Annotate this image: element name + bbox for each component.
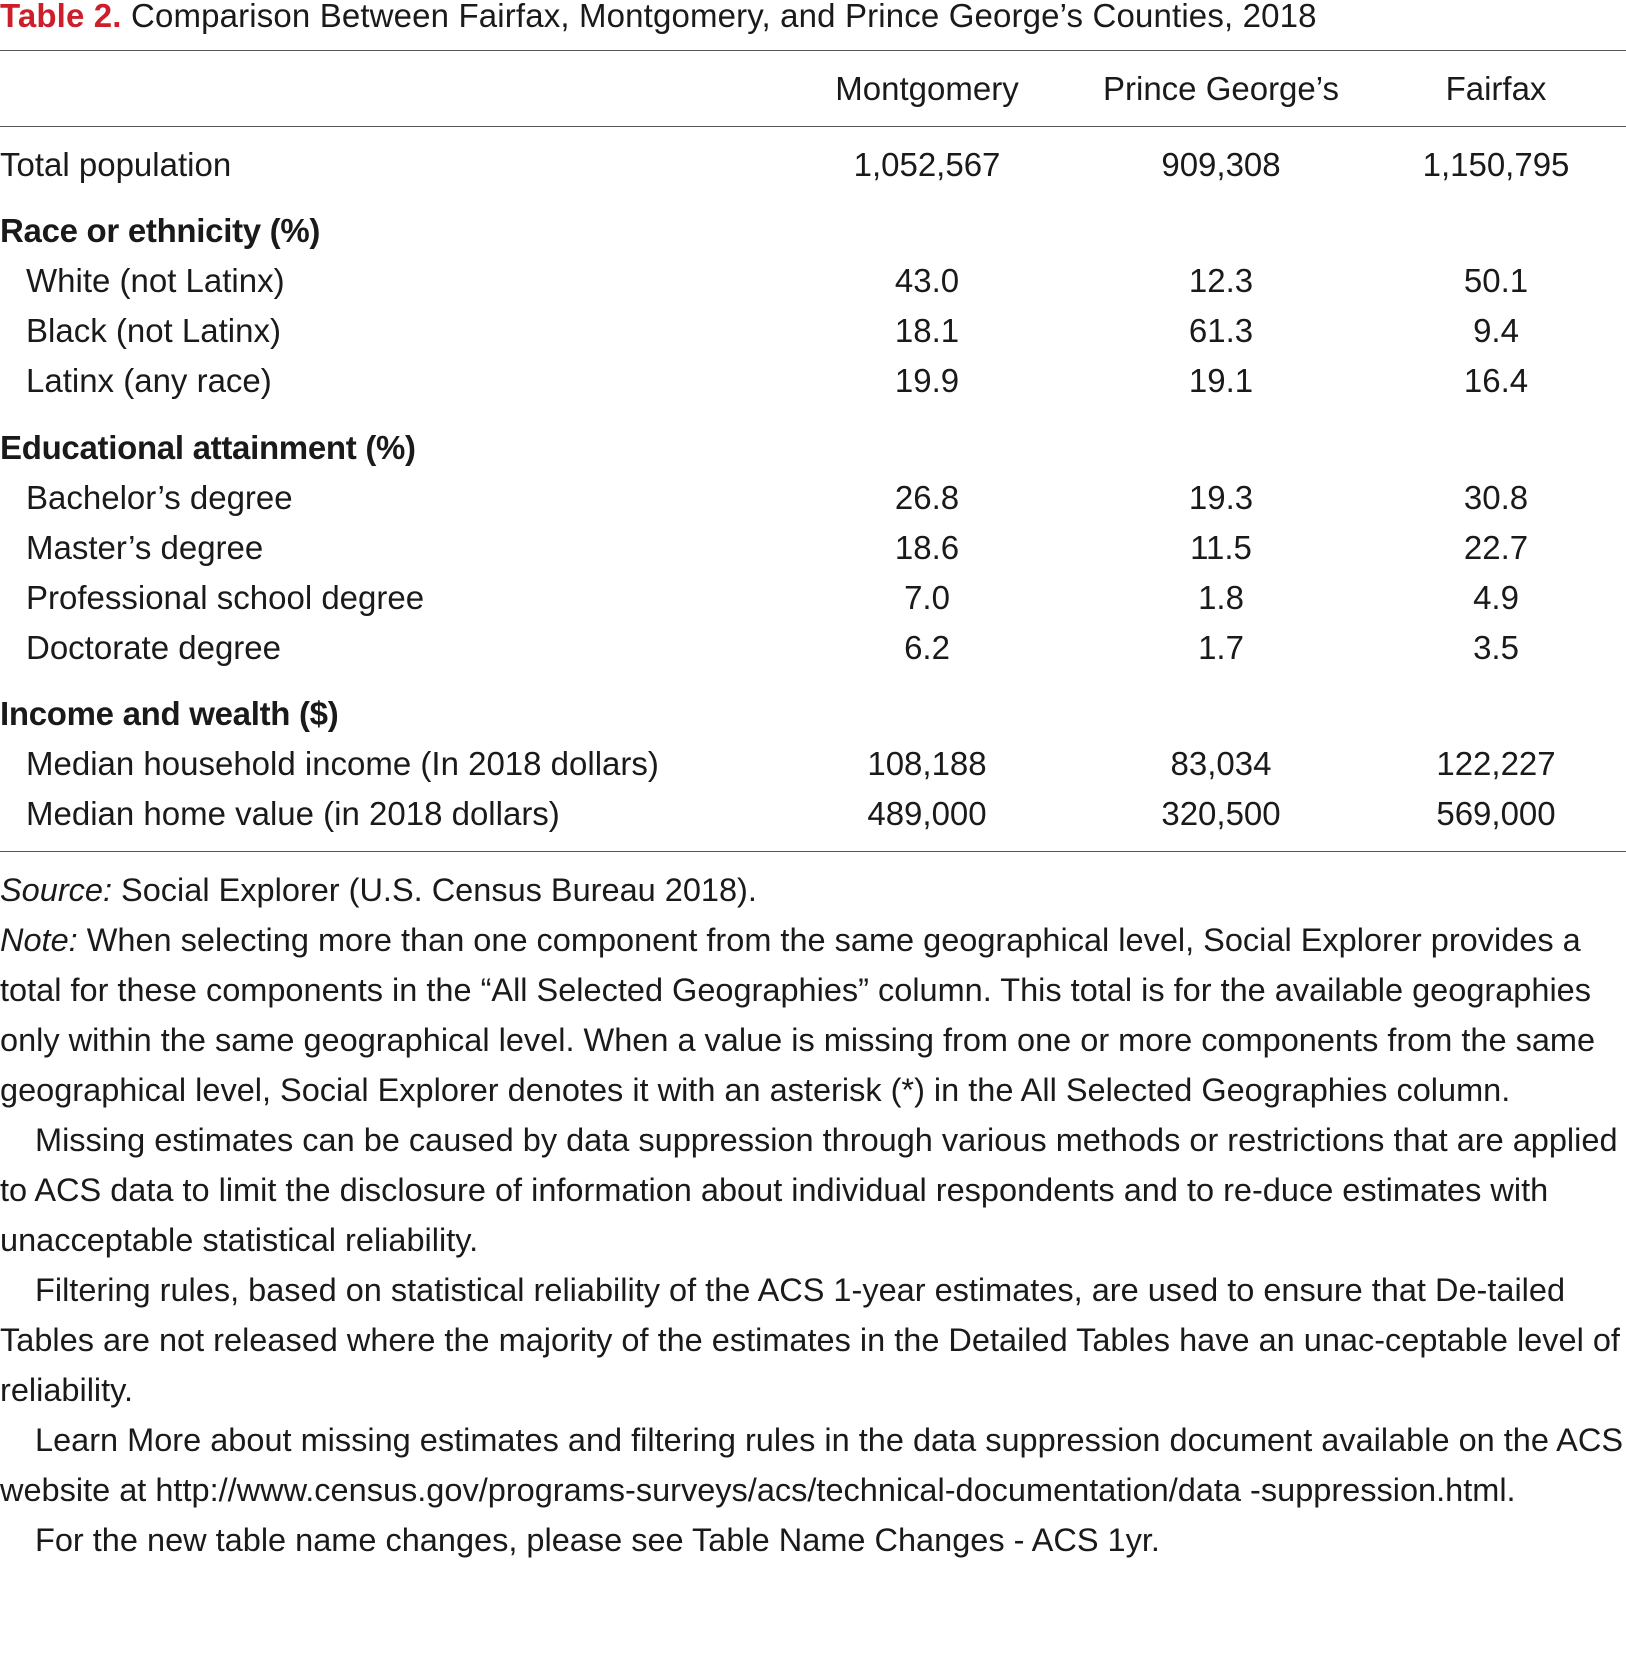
cell-fairfax: 569,000 — [1436, 795, 1556, 832]
table-row — [0, 473, 1626, 523]
section-heading-income — [0, 689, 1626, 739]
cell-prince-georges: 11.5 — [1190, 529, 1252, 566]
learn-more-paragraph: Learn More about missing estimates and filtering rules in the data suppression document available on the ACS website at http://www.census.gov/programs-surveys/acs/technical-documentation/data -suppression.html. — [0, 1422, 1623, 1508]
filtering-rules-paragraph: Filtering rules, based on statistical reliability of the ACS 1-year estimates, are used to ensure that De-tailed Tables are not released where the majority of the estimates in the Detailed Tables have an unac-ceptable level of reliability. — [0, 1272, 1620, 1408]
cell-montgomery: 108,188 — [867, 745, 987, 782]
row-label: Professional school degree — [26, 579, 425, 616]
section-heading: Educational attainment (%) — [0, 429, 416, 466]
cell-fairfax: 122,227 — [1436, 745, 1556, 782]
note-paragraph — [0, 915, 1626, 1115]
cell-montgomery: 18.6 — [894, 529, 960, 566]
column-header-prince-georges: Prince George’s — [1102, 70, 1339, 107]
table-caption: Comparison Between Fairfax, Montgomery, and Prince George’s Counties, 2018 — [130, 0, 1317, 34]
table-row — [0, 739, 1626, 789]
table-row — [0, 789, 1626, 839]
table-notes — [0, 865, 1626, 1565]
row-label: Latinx (any race) — [26, 362, 272, 399]
row-label: Total population — [0, 146, 232, 183]
cell-prince-georges: 1.8 — [1198, 579, 1244, 616]
cell-prince-georges: 19.1 — [1188, 362, 1254, 399]
row-label: Master’s degree — [26, 529, 264, 566]
cell-fairfax: 16.4 — [1463, 362, 1529, 399]
cell-montgomery: 6.2 — [904, 629, 950, 666]
section-heading-education — [0, 423, 1626, 473]
row-label: Bachelor’s degree — [26, 479, 293, 516]
cell-montgomery: 1,052,567 — [853, 146, 1001, 183]
cell-fairfax: 22.7 — [1463, 529, 1529, 566]
cell-prince-georges: 320,500 — [1161, 795, 1281, 832]
source-text: Social Explorer (U.S. Census Bureau 2018). — [112, 872, 757, 908]
cell-fairfax: 3.5 — [1473, 629, 1519, 666]
cell-fairfax: 4.9 — [1473, 579, 1519, 616]
cell-montgomery: 43.0 — [894, 262, 960, 299]
cell-prince-georges: 909,308 — [1161, 146, 1281, 183]
cell-prince-georges: 12.3 — [1188, 262, 1254, 299]
cell-fairfax: 30.8 — [1463, 479, 1529, 516]
top-rule — [0, 50, 1626, 51]
missing-estimates-paragraph: Missing estimates can be caused by data suppression through various methods or restrictions that are applied to ACS data to limit the disclosure of information about individual respondents and to re-duce estimates with unacceptable statistical reliability. — [0, 1122, 1618, 1258]
row-label: White (not Latinx) — [26, 262, 285, 299]
table-title — [0, 0, 1317, 34]
cell-montgomery: 26.8 — [894, 479, 960, 516]
cell-prince-georges: 83,034 — [1170, 745, 1272, 782]
row-label: Black (not Latinx) — [26, 312, 281, 349]
section-heading: Income and wealth ($) — [0, 695, 339, 732]
table-number: Table 2. — [0, 0, 122, 34]
cell-montgomery: 489,000 — [867, 795, 987, 832]
cell-prince-georges: 19.3 — [1188, 479, 1254, 516]
table-row — [0, 356, 1626, 406]
row-label: Median home value (in 2018 dollars) — [26, 795, 560, 832]
table-name-changes-paragraph: For the new table name changes, please see Table Name Changes - ACS 1yr. — [35, 1522, 1160, 1558]
table-row — [0, 573, 1626, 623]
table-row — [0, 306, 1626, 356]
cell-prince-georges: 1.7 — [1198, 629, 1244, 666]
column-header-row — [0, 64, 1626, 114]
header-rule — [0, 126, 1626, 127]
cell-montgomery: 7.0 — [904, 579, 950, 616]
cell-fairfax: 50.1 — [1463, 262, 1529, 299]
row-label: Doctorate degree — [26, 629, 281, 666]
cell-montgomery: 18.1 — [894, 312, 960, 349]
table-row-total-population — [0, 140, 1626, 190]
note-text: When selecting more than one component from the same geographical level, Social Explorer provides a total for these components in the “All Selected Geographies” column. This total is for the available geographies only within the same geographical level. When a value is missing from one or more components from the same geographical level, Social Explorer denotes it with an asterisk (*) in the All Selected Geographies column. — [0, 922, 1596, 1108]
cell-fairfax: 9.4 — [1473, 312, 1519, 349]
column-header-montgomery: Montgomery — [835, 70, 1019, 107]
section-heading-race — [0, 206, 1626, 256]
table-row — [0, 523, 1626, 573]
source-line — [0, 865, 1626, 915]
source-label: Source: — [0, 872, 113, 908]
note-label: Note: — [0, 922, 78, 958]
column-header-fairfax: Fairfax — [1445, 70, 1547, 107]
table-row — [0, 623, 1626, 673]
cell-fairfax: 1,150,795 — [1422, 146, 1570, 183]
cell-prince-georges: 61.3 — [1188, 312, 1254, 349]
table-row — [0, 256, 1626, 306]
row-label: Median household income (In 2018 dollars) — [26, 745, 659, 782]
bottom-rule — [0, 851, 1626, 852]
cell-montgomery: 19.9 — [894, 362, 960, 399]
section-heading: Race or ethnicity (%) — [0, 212, 321, 249]
